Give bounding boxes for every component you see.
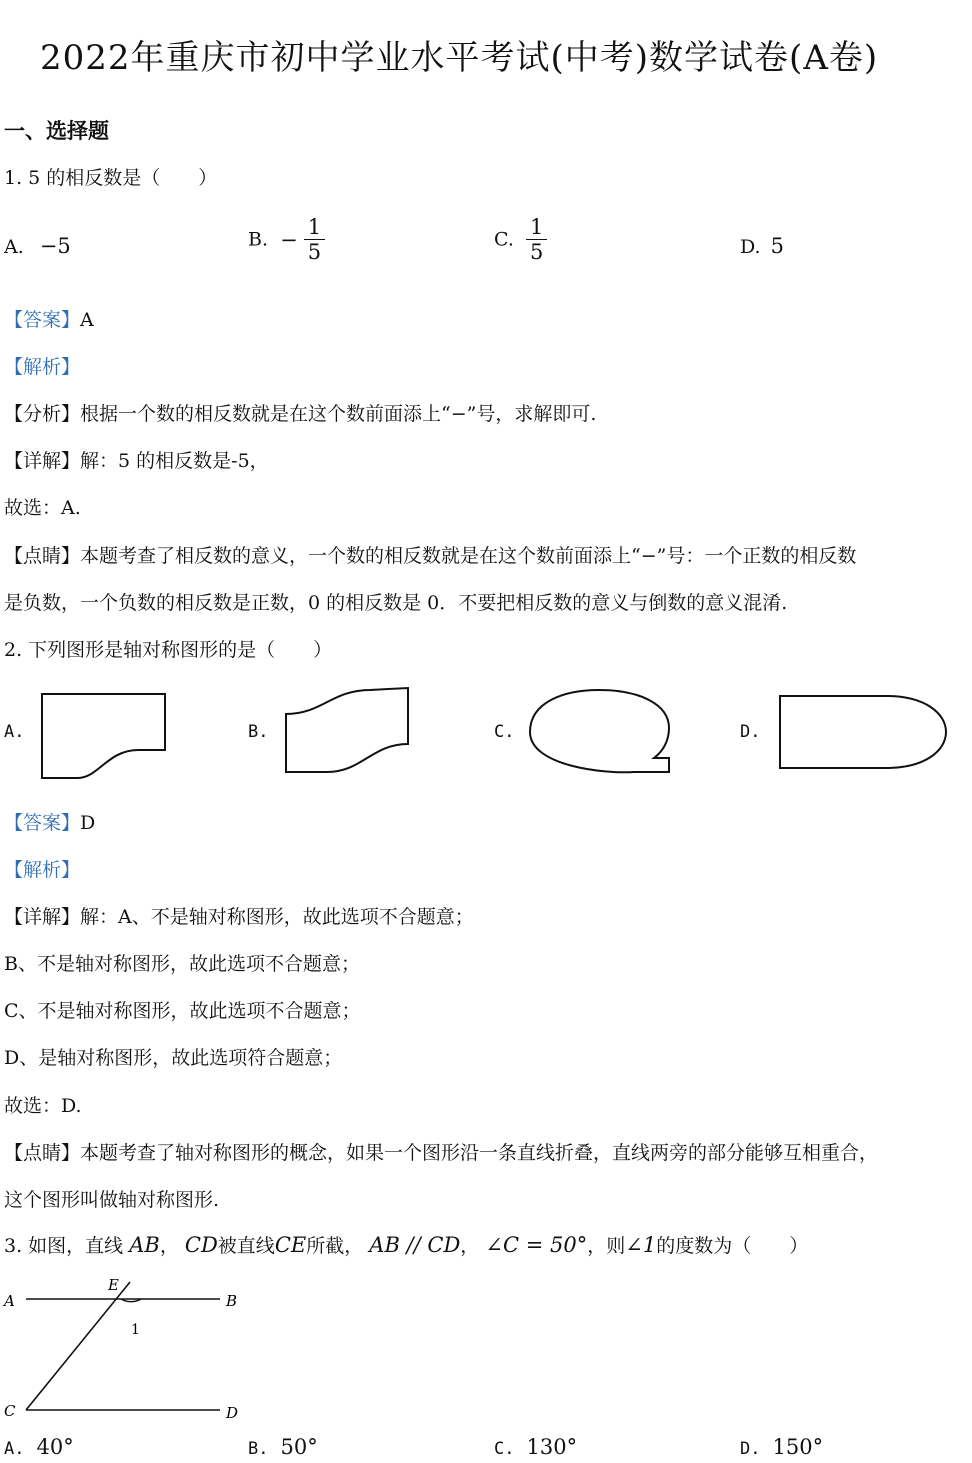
answer-tag: 【答案】: [4, 812, 81, 834]
label-a: A: [4, 1292, 15, 1310]
line-cd: CD: [184, 1233, 218, 1257]
q1-stem: 1. 5 的相反数是（ ）: [4, 167, 218, 189]
q2-answer: [4, 808, 95, 835]
option-value: 130°: [526, 1435, 578, 1459]
fraction-denominator: 5: [529, 240, 544, 265]
label-angle-1: 1: [131, 1322, 140, 1338]
option-value: −5: [39, 234, 71, 258]
label-c: C: [4, 1402, 16, 1420]
parallel-expr: AB // CD: [369, 1233, 461, 1257]
option-label: A.: [4, 236, 24, 258]
answer-value: D: [80, 812, 96, 834]
q1-fenxi: [4, 399, 596, 426]
parallel-lines-figure: [0, 1272, 250, 1428]
stem-text: 3. 如图，直线: [4, 1235, 124, 1257]
shape-c[interactable]: [524, 686, 674, 778]
angle-c-expr: ∠C = 50°: [485, 1233, 588, 1257]
line-ce: CE: [274, 1233, 307, 1257]
q3-option-c[interactable]: [494, 1435, 577, 1459]
q2-line-c: C、不是轴对称图形，故此选项不合题意；: [4, 1000, 361, 1022]
label-e: E: [108, 1276, 119, 1294]
q1-option-a[interactable]: [4, 234, 71, 258]
fraction-numerator: 1: [304, 215, 325, 240]
dianjing-tag: 【点睛】: [4, 545, 81, 567]
stem-text: 被直线: [217, 1235, 275, 1257]
stem-text: ，: [159, 1235, 179, 1257]
option-label: B.: [248, 1439, 269, 1459]
fenxi-text: 根据一个数的相反数就是在这个数前面添上“−”号，求解即可.: [80, 403, 597, 425]
dianjing-tag: 【点睛】: [4, 1142, 81, 1164]
q2-option-c-label[interactable]: C.: [494, 722, 515, 742]
q2-dianjing: [4, 1138, 878, 1165]
xiangjie-tag: 【详解】: [4, 450, 81, 472]
stem-text: 的度数为（ ）: [656, 1235, 809, 1257]
option-label: C.: [494, 1439, 515, 1459]
q1-option-d[interactable]: [740, 234, 784, 258]
angle-1-expr: ∠1: [625, 1233, 657, 1257]
answer-value: A: [80, 309, 94, 331]
stem-text: ，则: [587, 1235, 626, 1257]
q2-option-b-label[interactable]: B.: [248, 722, 269, 742]
option-label: C.: [494, 228, 514, 251]
answer-tag: 【答案】: [4, 309, 81, 331]
option-value: 5: [770, 234, 785, 258]
q2-option-a-label[interactable]: A.: [4, 722, 25, 742]
q2-analysis-tag: 【解析】: [4, 859, 81, 881]
option-label: A.: [4, 1439, 25, 1459]
q2-xiangjie: [4, 902, 474, 929]
q1-dianjing: [4, 541, 856, 568]
q2-choose: 故选：D.: [4, 1095, 82, 1117]
stem-text: 所截，: [306, 1235, 364, 1257]
option-label: D.: [740, 1439, 761, 1459]
q1-option-c[interactable]: [494, 215, 547, 264]
q3-stem: [4, 1231, 808, 1258]
fenxi-tag: 【分析】: [4, 403, 81, 425]
option-label: B.: [248, 228, 269, 251]
option-value: 150°: [772, 1435, 824, 1459]
dianjing-text: 本题考查了相反数的意义，一个数的相反数就是在这个数前面添上“−”号：一个正数的相反数: [80, 545, 857, 567]
q3-option-d[interactable]: [740, 1435, 823, 1459]
line-ab: AB: [129, 1233, 160, 1257]
section-heading: 一、选择题: [4, 118, 109, 143]
shape-d[interactable]: [776, 692, 952, 774]
fraction-denominator: 5: [307, 240, 322, 265]
label-d: D: [226, 1404, 239, 1422]
shape-a[interactable]: [38, 690, 170, 782]
q1-dianjing-cont: 是负数，一个负数的相反数是正数，0 的相反数是 0．不要把相反数的意义与倒数的意义混淆.: [4, 592, 788, 614]
q2-dianjing-cont: 这个图形叫做轴对称图形.: [4, 1189, 220, 1211]
option-value: 50°: [280, 1435, 318, 1459]
q1-answer: [4, 305, 94, 332]
option-label: D.: [740, 236, 761, 258]
xiangjie-text: 解：5 的相反数是-5，: [80, 450, 269, 472]
q1-analysis-tag: 【解析】: [4, 356, 81, 378]
fraction: [304, 215, 325, 264]
q2-line-b: B、不是轴对称图形，故此选项不合题意；: [4, 953, 360, 975]
q3-option-b[interactable]: [248, 1435, 318, 1459]
shape-b[interactable]: [282, 684, 414, 776]
q1-xiangjie: [4, 446, 269, 473]
page-title: 2022年重庆市初中学业水平考试(中考)数学试卷(A卷): [40, 38, 879, 78]
q3-option-a[interactable]: [4, 1435, 74, 1459]
fraction: [526, 215, 547, 264]
q1-choose: 故选：A.: [4, 497, 81, 519]
xiangjie-text: 解：A、不是轴对称图形，故此选项不合题意；: [80, 906, 474, 928]
label-b: B: [226, 1292, 238, 1310]
option-value: 40°: [36, 1435, 74, 1459]
q2-option-d-label[interactable]: D.: [740, 722, 761, 742]
dianjing-text: 本题考查了轴对称图形的概念，如果一个图形沿一条直线折叠，直线两旁的部分能够互相重合，: [80, 1142, 879, 1164]
q2-line-d: D、是轴对称图形，故此选项符合题意；: [4, 1047, 343, 1069]
q1-option-b[interactable]: [248, 215, 325, 264]
fraction-numerator: 1: [526, 215, 547, 240]
q2-stem: 2. 下列图形是轴对称图形的是（ ）: [4, 639, 333, 661]
minus-sign: −: [280, 227, 298, 252]
stem-text: ，: [460, 1235, 480, 1257]
xiangjie-tag: 【详解】: [4, 906, 81, 928]
